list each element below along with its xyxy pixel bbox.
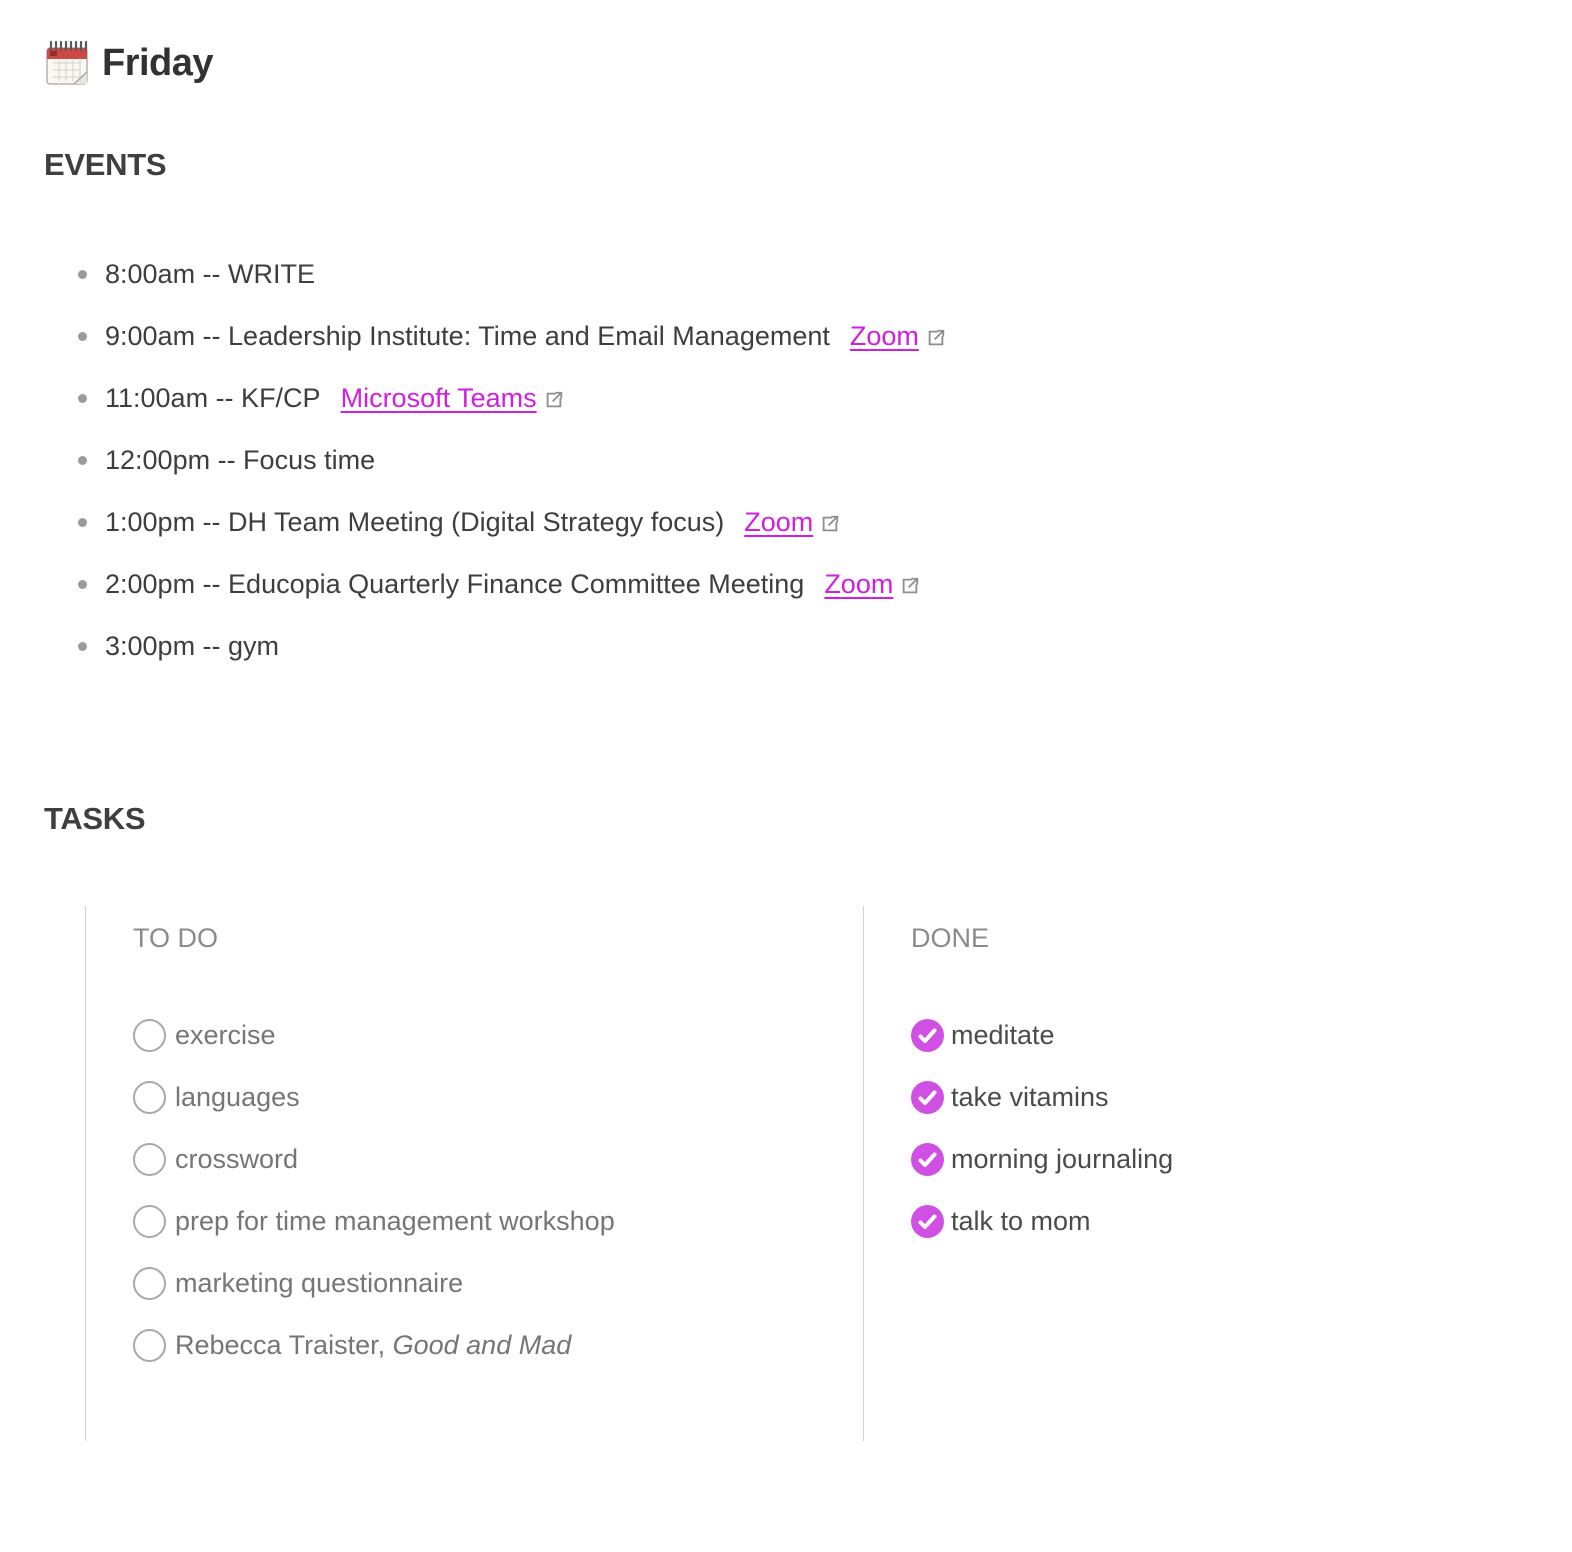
event-item xyxy=(44,320,1528,353)
external-link-icon xyxy=(820,514,840,534)
event-text: 2:00pm -- Educopia Quarterly Finance Committee Meeting xyxy=(105,569,805,599)
spiral-calendar-icon xyxy=(44,39,90,87)
done-checkbox-checked[interactable] xyxy=(911,1205,944,1238)
events-heading: EVENTS xyxy=(44,147,167,182)
todo-column-heading: TO DO xyxy=(133,923,219,953)
todo-label[interactable]: crossword xyxy=(175,1144,299,1174)
done-item xyxy=(911,1205,1528,1238)
event-item xyxy=(44,506,1528,539)
done-checkbox-checked[interactable] xyxy=(911,1019,944,1052)
todo-item xyxy=(133,1267,863,1300)
done-label[interactable]: morning journaling xyxy=(951,1144,1174,1174)
todo-checkbox[interactable] xyxy=(133,1267,166,1300)
todo-item xyxy=(133,1143,863,1176)
todo-item xyxy=(133,1019,863,1052)
todo-checkbox[interactable] xyxy=(133,1019,166,1052)
page-title-row xyxy=(44,38,1528,88)
done-column-heading: DONE xyxy=(911,923,990,953)
zoom-link[interactable]: Zoom xyxy=(824,569,920,599)
event-item xyxy=(44,630,1528,663)
zoom-link[interactable]: Zoom xyxy=(850,321,946,351)
done-list xyxy=(911,1019,1528,1238)
event-text: 3:00pm -- gym xyxy=(105,631,280,661)
event-text: 8:00am -- WRITE xyxy=(105,259,316,289)
event-item xyxy=(44,382,1528,415)
done-label[interactable]: talk to mom xyxy=(951,1206,1091,1236)
event-item xyxy=(44,444,1528,477)
done-item xyxy=(911,1081,1528,1114)
todo-item xyxy=(133,1081,863,1114)
events-list xyxy=(44,258,1528,663)
external-link-icon xyxy=(900,576,920,596)
todo-checkbox[interactable] xyxy=(133,1329,166,1362)
todo-label[interactable]: prep for time management workshop xyxy=(175,1206,615,1236)
event-text: 1:00pm -- DH Team Meeting (Digital Strategy focus) xyxy=(105,507,725,537)
done-column xyxy=(863,906,1528,1441)
todo-label[interactable]: Rebecca Traister, Good and Mad xyxy=(175,1330,572,1360)
todo-checkbox[interactable] xyxy=(133,1081,166,1114)
done-checkbox-checked[interactable] xyxy=(911,1081,944,1114)
todo-item xyxy=(133,1329,863,1362)
done-label[interactable]: take vitamins xyxy=(951,1082,1109,1112)
todo-item xyxy=(133,1205,863,1238)
external-link-icon xyxy=(926,328,946,348)
event-item xyxy=(44,568,1528,601)
page-title: Friday xyxy=(102,42,214,84)
done-item xyxy=(911,1143,1528,1176)
todo-checkbox[interactable] xyxy=(133,1143,166,1176)
todo-label[interactable]: marketing questionnaire xyxy=(175,1268,464,1298)
event-text: 11:00am -- KF/CP xyxy=(105,383,321,413)
tasks-heading: TASKS xyxy=(44,801,146,836)
done-item xyxy=(911,1019,1528,1052)
done-label[interactable]: meditate xyxy=(951,1020,1055,1050)
done-checkbox-checked[interactable] xyxy=(911,1143,944,1176)
todo-checkbox[interactable] xyxy=(133,1205,166,1238)
event-item xyxy=(44,258,1528,291)
event-text: 9:00am -- Leadership Institute: Time and Email Management xyxy=(105,321,830,351)
todo-list xyxy=(133,1019,863,1362)
microsoft-teams-link[interactable]: Microsoft Teams xyxy=(341,383,564,413)
zoom-link[interactable]: Zoom xyxy=(744,507,840,537)
todo-column xyxy=(85,906,863,1441)
todo-label[interactable]: exercise xyxy=(175,1020,276,1050)
event-text: 12:00pm -- Focus time xyxy=(105,445,376,475)
tasks-columns xyxy=(85,906,1528,1441)
external-link-icon xyxy=(544,390,564,410)
todo-label[interactable]: languages xyxy=(175,1082,300,1112)
